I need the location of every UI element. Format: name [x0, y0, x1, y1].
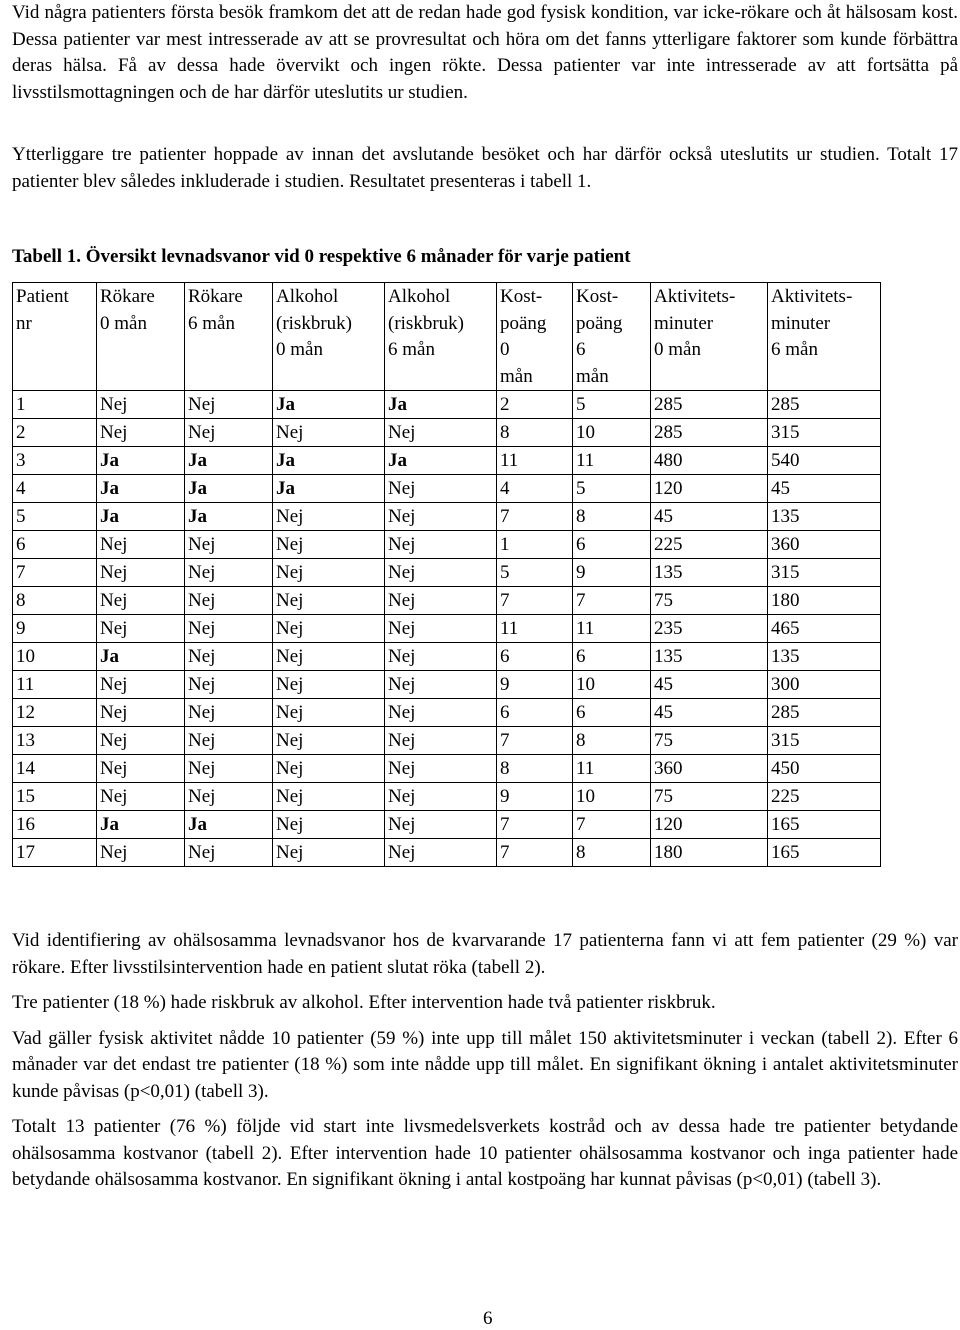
table-cell: 6	[497, 643, 573, 671]
table-cell: 8	[497, 419, 573, 447]
table-cell: Nej	[385, 559, 497, 587]
table-cell: 11	[573, 447, 651, 475]
table-cell: Nej	[273, 671, 385, 699]
table-body	[13, 391, 881, 867]
table-cell: 45	[651, 699, 768, 727]
table-cell: 135	[768, 643, 881, 671]
table-cell: 165	[768, 811, 881, 839]
column-header: Rökare 0 mån	[97, 283, 185, 391]
table-row	[13, 419, 881, 447]
table-row	[13, 699, 881, 727]
table-cell: 75	[651, 727, 768, 755]
table-cell: 9	[497, 671, 573, 699]
table-cell: 75	[651, 783, 768, 811]
table-cell: Nej	[97, 615, 185, 643]
table-cell: Nej	[273, 783, 385, 811]
table-row	[13, 587, 881, 615]
table-cell: 1	[497, 531, 573, 559]
intro-paragraph-1: Vid några patienters första besök framkom det att de redan hade god fysisk kondition, var icke-rökare och åt hälsosam kost. Dessa patienter var mest intresserade av att se provresultat och höra om det fanns ytterligare faktorer som kunde förbättra deras hälsa. Få av dessa hade övervikt och ingen rökte. Dessa patienter var inte intresserade av att fortsätta på livsstilsmottagningen och de har därför uteslutits ur studien.	[12, 2, 958, 103]
table-cell: Nej	[185, 559, 273, 587]
table-cell: 225	[651, 531, 768, 559]
table-cell: Ja	[385, 391, 497, 419]
table-cell: 10	[573, 419, 651, 447]
table-cell: 5	[497, 559, 573, 587]
table-cell: 480	[651, 447, 768, 475]
column-header: Kost- poäng 0 mån	[497, 283, 573, 391]
table-cell: 5	[573, 391, 651, 419]
table-cell: Nej	[385, 587, 497, 615]
table-cell: 285	[768, 699, 881, 727]
table-cell: 8	[13, 587, 97, 615]
table-row	[13, 391, 881, 419]
table-cell: Nej	[273, 559, 385, 587]
table-row	[13, 671, 881, 699]
table-cell: Nej	[185, 531, 273, 559]
table-cell: Nej	[97, 839, 185, 867]
table-cell: Ja	[97, 503, 185, 531]
column-header: Alkohol (riskbruk) 6 mån	[385, 283, 497, 391]
column-header: Rökare 6 mån	[185, 283, 273, 391]
table-cell: Nej	[385, 783, 497, 811]
table-cell: Ja	[97, 811, 185, 839]
table-cell: Nej	[185, 391, 273, 419]
table-cell: Nej	[97, 671, 185, 699]
table-cell: 1	[13, 391, 97, 419]
table-cell: 235	[651, 615, 768, 643]
table-cell: 3	[13, 447, 97, 475]
table-cell: 10	[13, 643, 97, 671]
table-cell: 540	[768, 447, 881, 475]
table-row	[13, 811, 881, 839]
table-row	[13, 783, 881, 811]
results-paragraph-4: Totalt 13 patienter (76 %) följde vid start inte livsmedelsverkets kostråd och av dessa hade tre patienter betydande ohälsosamma kostvanor (tabell 2). Efter intervention hade 10 patienter ohälsosamma kostvanor och inga patienter hade betydande ohälsosamma kostvanor. En signifikant ökning i antal kostpoäng har kunnat påvisas (p<0,01) (tabell 3).	[12, 1116, 958, 1190]
table-cell: 8	[573, 839, 651, 867]
table-cell: Ja	[185, 503, 273, 531]
table-cell: Nej	[385, 615, 497, 643]
table-cell: 135	[651, 643, 768, 671]
table-cell: Nej	[185, 699, 273, 727]
table-cell: Nej	[97, 559, 185, 587]
table-cell: 75	[651, 587, 768, 615]
page-number: 6	[483, 1308, 493, 1329]
table-cell: 6	[573, 699, 651, 727]
table-cell: Nej	[273, 587, 385, 615]
column-header: Aktivitets- minuter 0 mån	[651, 283, 768, 391]
table-cell: Nej	[273, 755, 385, 783]
table-cell: 135	[651, 559, 768, 587]
table-row	[13, 755, 881, 783]
table-cell: Nej	[273, 839, 385, 867]
table-cell: 5	[13, 503, 97, 531]
table-cell: 8	[573, 727, 651, 755]
table-header-row	[13, 283, 881, 391]
table-cell: Nej	[185, 783, 273, 811]
table-cell: 14	[13, 755, 97, 783]
table-cell: 45	[768, 475, 881, 503]
table-cell: 225	[768, 783, 881, 811]
table-cell: 17	[13, 839, 97, 867]
table-cell: 6	[573, 531, 651, 559]
table-cell: 11	[573, 615, 651, 643]
table-cell: 360	[768, 531, 881, 559]
table-cell: Nej	[97, 587, 185, 615]
table-row	[13, 615, 881, 643]
table-cell: 13	[13, 727, 97, 755]
table-cell: 180	[768, 587, 881, 615]
table-cell: Nej	[185, 615, 273, 643]
table-cell: 10	[573, 783, 651, 811]
table-cell: 285	[768, 391, 881, 419]
table-cell: 9	[13, 615, 97, 643]
table-cell: 7	[497, 503, 573, 531]
table-cell: 7	[497, 727, 573, 755]
table-cell: Nej	[185, 755, 273, 783]
table-cell: 2	[13, 419, 97, 447]
table-cell: Ja	[185, 811, 273, 839]
table-cell: Ja	[97, 643, 185, 671]
table-cell: Nej	[385, 643, 497, 671]
table-cell: 165	[768, 839, 881, 867]
table-cell: Nej	[385, 839, 497, 867]
table-cell: 315	[768, 419, 881, 447]
table-cell: 45	[651, 671, 768, 699]
results-section	[12, 928, 958, 1203]
column-header: Patient nr	[13, 283, 97, 391]
table-cell: Nej	[97, 531, 185, 559]
table-cell: 6	[13, 531, 97, 559]
table-cell: 4	[497, 475, 573, 503]
table-cell: Nej	[385, 419, 497, 447]
table-cell: Nej	[385, 531, 497, 559]
table-cell: Nej	[385, 755, 497, 783]
table-row	[13, 839, 881, 867]
table-cell: Nej	[385, 699, 497, 727]
table-cell: Nej	[385, 811, 497, 839]
column-header: Alkohol (riskbruk) 0 mån	[273, 283, 385, 391]
table-cell: Nej	[185, 727, 273, 755]
results-paragraph-1: Vid identifiering av ohälsosamma levnadsvanor hos de kvarvarande 17 patienterna fann vi att fem patienter (29 %) var rökare. Efter livsstilsintervention hade en patient slutat röka (tabell 2).	[12, 930, 958, 978]
table-cell: Nej	[273, 419, 385, 447]
table-cell: 9	[573, 559, 651, 587]
table-cell: 2	[497, 391, 573, 419]
table-cell: 7	[573, 587, 651, 615]
table-cell: Nej	[185, 643, 273, 671]
column-header: Aktivitets- minuter 6 mån	[768, 283, 881, 391]
table-cell: Nej	[185, 671, 273, 699]
table-cell: Nej	[97, 391, 185, 419]
table-cell: 11	[497, 447, 573, 475]
table-row	[13, 531, 881, 559]
table-cell: 180	[651, 839, 768, 867]
table-row	[13, 559, 881, 587]
table-row	[13, 475, 881, 503]
table-cell: Nej	[273, 727, 385, 755]
table-cell: Ja	[273, 447, 385, 475]
table-cell: 120	[651, 475, 768, 503]
table-cell: Nej	[97, 783, 185, 811]
table-cell: 7	[497, 587, 573, 615]
table-cell: 360	[651, 755, 768, 783]
patient-habits-table	[12, 282, 881, 867]
table-cell: 450	[768, 755, 881, 783]
table-cell: Ja	[273, 391, 385, 419]
table-cell: 315	[768, 727, 881, 755]
table-cell: Nej	[273, 643, 385, 671]
table-cell: 465	[768, 615, 881, 643]
table-row	[13, 447, 881, 475]
table-cell: Nej	[185, 839, 273, 867]
table-cell: Nej	[385, 727, 497, 755]
table-cell: Nej	[273, 811, 385, 839]
table-cell: 16	[13, 811, 97, 839]
table-cell: Nej	[385, 671, 497, 699]
table-cell: 6	[497, 699, 573, 727]
table-cell: Nej	[273, 503, 385, 531]
table-cell: 11	[573, 755, 651, 783]
intro-paragraph-2: Ytterliggare tre patienter hoppade av innan det avslutande besöket och har därför också uteslutits ur studien. Totalt 17 patienter blev således inkluderade i studien. Resultatet presenteras i tabell 1.	[12, 144, 958, 192]
table-cell: 15	[13, 783, 97, 811]
table-cell: 7	[497, 839, 573, 867]
table-cell: 7	[497, 811, 573, 839]
table-cell: Nej	[97, 419, 185, 447]
results-paragraph-2: Tre patienter (18 %) hade riskbruk av alkohol. Efter intervention hade två patienter riskbruk.	[12, 992, 716, 1013]
table-cell: 6	[573, 643, 651, 671]
table-cell: Nej	[185, 419, 273, 447]
table-row	[13, 727, 881, 755]
table-cell: Nej	[185, 587, 273, 615]
table-cell: 7	[13, 559, 97, 587]
table-cell: Nej	[97, 699, 185, 727]
table-cell: 45	[651, 503, 768, 531]
results-paragraph-3: Vad gäller fysisk aktivitet nådde 10 patienter (59 %) inte upp till målet 150 aktivitetsminuter i veckan (tabell 2). Efter 6 månader var det endast tre patienter (18 %) som inte nådde upp till målet. En signifikant ökning i antalet aktivitetsminuter kunde påvisas (p<0,01) (tabell 3).	[12, 1027, 958, 1102]
table-row	[13, 643, 881, 671]
table-cell: 5	[573, 475, 651, 503]
table-cell: 120	[651, 811, 768, 839]
table-cell: Nej	[385, 475, 497, 503]
table-cell: Nej	[97, 755, 185, 783]
table-cell: Nej	[97, 727, 185, 755]
table-cell: Ja	[273, 475, 385, 503]
table-cell: 135	[768, 503, 881, 531]
table-row	[13, 503, 881, 531]
table-cell: 285	[651, 391, 768, 419]
table-cell: 300	[768, 671, 881, 699]
table-cell: 11	[13, 671, 97, 699]
table-cell: 7	[573, 811, 651, 839]
table-cell: 12	[13, 699, 97, 727]
table-cell: Nej	[385, 503, 497, 531]
table-cell: Ja	[97, 447, 185, 475]
table-cell: Nej	[273, 699, 385, 727]
table-cell: 11	[497, 615, 573, 643]
table-cell: Ja	[185, 447, 273, 475]
table-caption: Tabell 1. Översikt levnadsvanor vid 0 respektive 6 månader för varje patient	[12, 246, 631, 267]
table-cell: 10	[573, 671, 651, 699]
table-cell: Nej	[273, 615, 385, 643]
table-cell: 8	[573, 503, 651, 531]
table-cell: 9	[497, 783, 573, 811]
table-cell: Ja	[97, 475, 185, 503]
table-cell: 4	[13, 475, 97, 503]
table-cell: 8	[497, 755, 573, 783]
table-cell: Nej	[273, 531, 385, 559]
column-header: Kost- poäng 6 mån	[573, 283, 651, 391]
table-cell: Ja	[185, 475, 273, 503]
table-cell: Ja	[385, 447, 497, 475]
table-cell: 285	[651, 419, 768, 447]
table-cell: 315	[768, 559, 881, 587]
